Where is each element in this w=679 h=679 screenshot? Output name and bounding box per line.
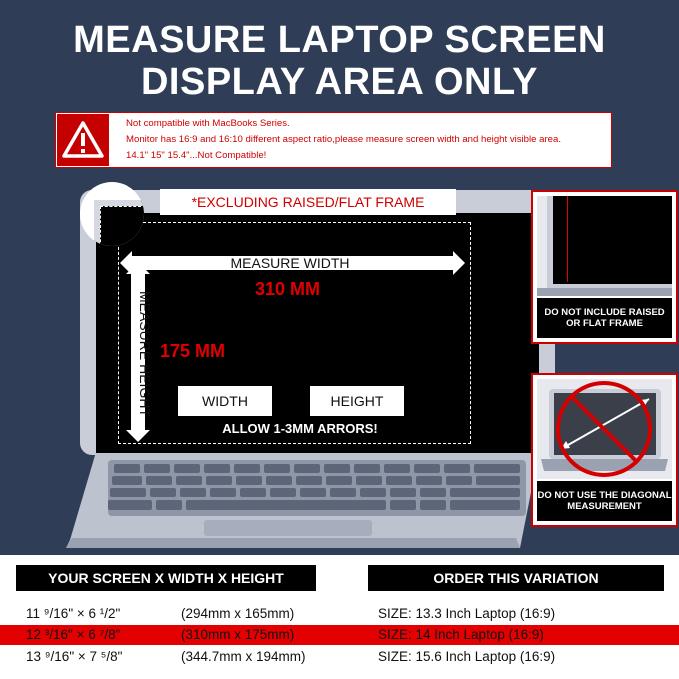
height-value: 175 MM — [160, 341, 226, 361]
corner-zoom-circle — [80, 182, 144, 246]
height-box: HEIGHT — [310, 386, 404, 416]
side-panel-no-frame — [531, 190, 678, 344]
excluding-frame-banner: *EXCLUDING RAISED/FLAT FRAME — [160, 189, 456, 215]
row-size: SIZE: 14 Inch Laptop (16:9) — [378, 627, 544, 642]
measure-height-label: MEASURE HEIGHT — [137, 290, 153, 417]
row-mm: (294mm x 165mm) — [181, 606, 295, 621]
row-size: SIZE: 13.3 Inch Laptop (16:9) — [378, 606, 556, 621]
table-row-highlighted — [0, 625, 679, 645]
row-mm: (344.7mm x 194mm) — [181, 649, 306, 664]
width-value: 310 MM — [255, 279, 321, 299]
headline-line-2: DISPLAY AREA ONLY — [140, 61, 539, 103]
warning-line-3: 14.1" 15" 15.4"...Not Compatible! — [126, 150, 267, 161]
measure-width-label: MEASURE WIDTH — [230, 255, 350, 271]
row-inches: 11 ⁹/16" × 6 ¹/2" — [26, 606, 121, 621]
table-row — [0, 604, 679, 624]
frame-detail-image — [537, 196, 672, 296]
warning-line-1: Not compatible with MacBooks Series. — [126, 118, 290, 129]
row-inches: 12 ³/16" × 6 ⁷/8" — [26, 627, 121, 642]
table-row — [0, 647, 679, 667]
side-panel-no-diagonal — [531, 373, 678, 527]
side-caption-1: DO NOT INCLUDE RAISED OR FLAT FRAME — [537, 298, 672, 338]
diagonal-detail-image — [537, 379, 672, 479]
width-box: WIDTH — [178, 386, 272, 416]
row-size: SIZE: 15.6 Inch Laptop (16:9) — [378, 649, 556, 664]
row-mm: (310mm x 175mm) — [181, 627, 295, 642]
warning-line-2: Monitor has 16:9 and 16:10 different aspect ratio,please measure screen width and height visible area. — [126, 134, 562, 145]
side-caption-2: DO NOT USE THE DIAGONAL MEASUREMENT — [537, 481, 672, 521]
tolerance-note: ALLOW 1-3MM ARRORS! — [222, 421, 378, 436]
table-header-variation: ORDER THIS VARIATION — [368, 565, 664, 591]
headline-line-1: MEASURE LAPTOP SCREEN — [73, 19, 606, 61]
row-inches: 13 ⁹/16" × 7 ⁵/8" — [26, 649, 123, 664]
table-header-screen-size: YOUR SCREEN X WIDTH X HEIGHT — [16, 565, 316, 591]
